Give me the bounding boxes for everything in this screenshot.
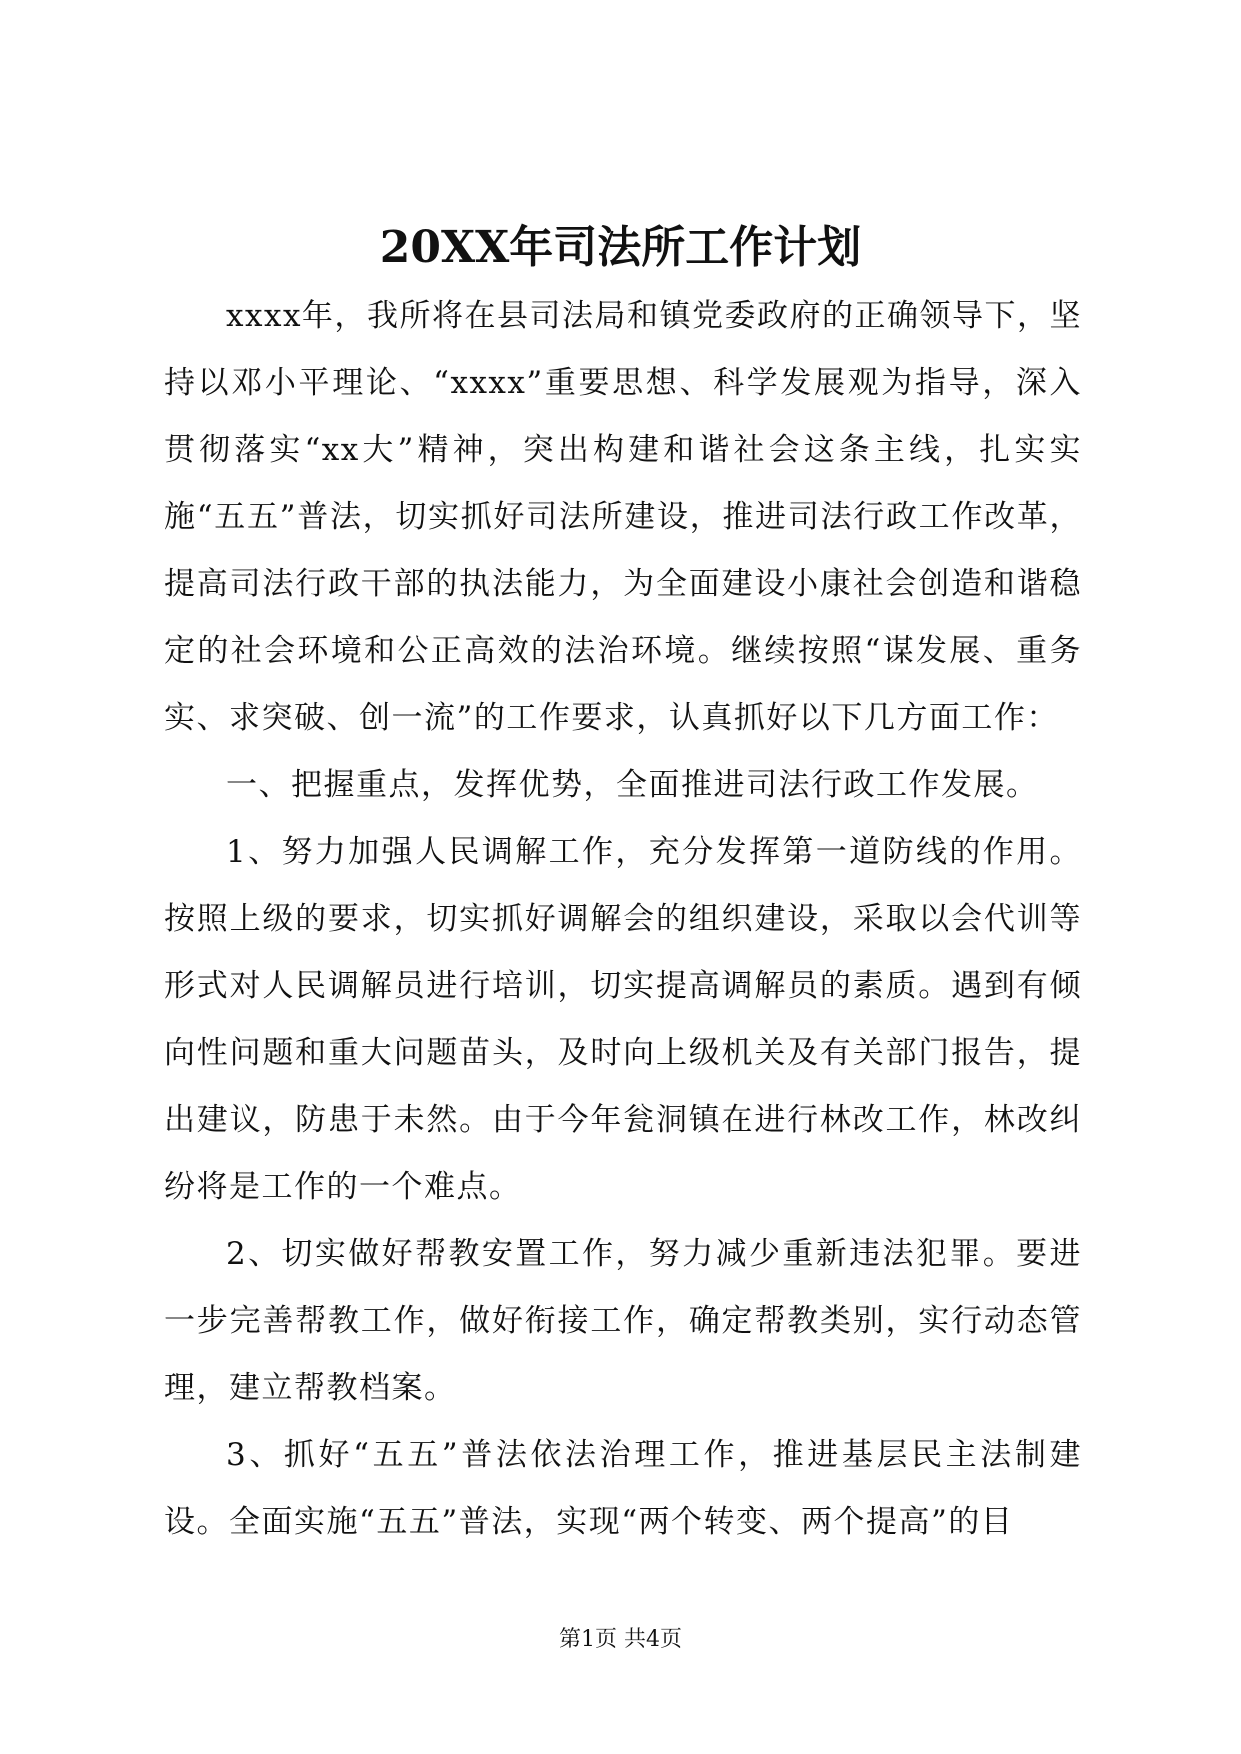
paragraph-intro: xxxx年，我所将在县司法局和镇党委政府的正确领导下，坚持以邓小平理论、“xxxx”重要思想、科学发展观为指导，深入贯彻落实“xx大”精神，突出构建和谐社会这条主线，扎实实施“五五”普法，切实抓好司法所建设，推进司法行政工作改革，提高司法行政干部的执法能力，为全面建设小康社会创造和谐稳定的社会环境和公正高效的法治环境。继续按照“谋发展、重务实、求突破、创一流”的工作要求，认真抓好以下几方面工作： bbox=[164, 298, 1082, 736]
paragraph-item-3: 3、抓好“五五”普法依法治理工作，推进基层民主法制建设。全面实施“五五”普法，实现“两个转变、两个提高”的目 bbox=[164, 1437, 1082, 1540]
paragraph-item-1: 1、努力加强人民调解工作，充分发挥第一道防线的作用。按照上级的要求，切实抓好调解会的组织建设，采取以会代训等形式对人民调解员进行培训，切实提高调解员的素质。遇到有倾向性问题和重大问题苗头，及时向上级机关及有关部门报告，提出建议，防患于未然。由于今年瓮洞镇在进行林改工作，林改纠纷将是工作的一个难点。 bbox=[164, 834, 1082, 1205]
paragraph-section-heading: 一、把握重点，发挥优势，全面推进司法行政工作发展。 bbox=[226, 767, 1039, 803]
document-title: 20XX年司法所工作计划 bbox=[379, 222, 862, 273]
document-body bbox=[164, 283, 1082, 1556]
page-number-footer: 第1页 共4页 bbox=[559, 1627, 682, 1652]
paragraph-item-2: 2、切实做好帮教安置工作，努力减少重新违法犯罪。要进一步完善帮教工作，做好衔接工作，确定帮教类别，实行动态管理，建立帮教档案。 bbox=[164, 1236, 1082, 1406]
